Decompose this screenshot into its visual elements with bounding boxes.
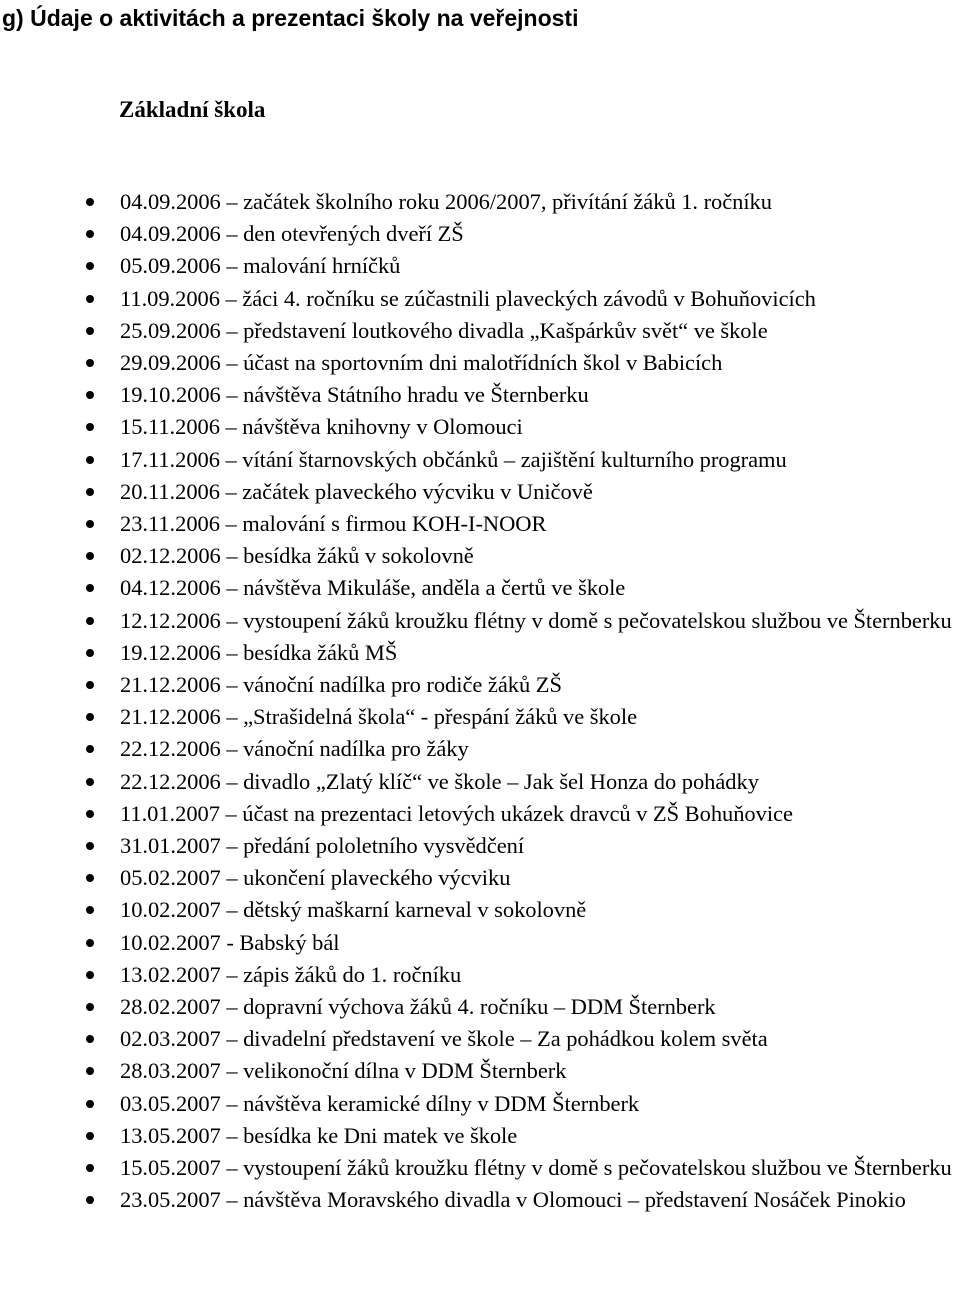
list-item: 15.05.2007 – vystoupení žáků kroužku flétny v domě s pečovatelskou službou ve Šternberku xyxy=(0,1152,960,1184)
list-item: 28.03.2007 – velikonoční dílna v DDM Šternberk xyxy=(0,1055,960,1087)
list-item: 17.11.2006 – vítání štarnovských občánků – zajištění kulturního programu xyxy=(0,444,960,476)
list-item: 25.09.2006 – představení loutkového divadla „Kašpárkův svět“ ve škole xyxy=(0,315,960,347)
list-item: 23.05.2007 – návštěva Moravského divadla v Olomouci – představení Nosáček Pinokio xyxy=(0,1184,960,1216)
list-item: 11.09.2006 – žáci 4. ročníku se zúčastnili plaveckých závodů v Bohuňovicích xyxy=(0,283,960,315)
list-item: 02.12.2006 – besídka žáků v sokolovně xyxy=(0,540,960,572)
list-item: 03.05.2007 – návštěva keramické dílny v DDM Šternberk xyxy=(0,1088,960,1120)
section-heading: g) Údaje o aktivitách a prezentaci školy na veřejnosti xyxy=(2,5,579,31)
list-item: 02.03.2007 – divadelní představení ve škole – Za pohádkou kolem světa xyxy=(0,1023,960,1055)
list-item: 04.09.2006 – začátek školního roku 2006/2007, přivítání žáků 1. ročníku xyxy=(0,186,960,218)
list-item: 04.12.2006 – návštěva Mikuláše, anděla a čertů ve škole xyxy=(0,572,960,604)
list-item: 19.12.2006 – besídka žáků MŠ xyxy=(0,637,960,669)
list-item: 13.02.2007 – zápis žáků do 1. ročníku xyxy=(0,959,960,991)
list-item: 29.09.2006 – účast na sportovním dni malotřídních škol v Babicích xyxy=(0,347,960,379)
list-item: 11.01.2007 – účast na prezentaci letových ukázek dravců v ZŠ Bohuňovice xyxy=(0,798,960,830)
list-item: 21.12.2006 – vánoční nadílka pro rodiče žáků ZŠ xyxy=(0,669,960,701)
list-item: 31.01.2007 – předání pololetního vysvědčení xyxy=(0,830,960,862)
list-item: 05.09.2006 – malování hrníčků xyxy=(0,250,960,282)
list-item: 20.11.2006 – začátek plaveckého výcviku v Uničově xyxy=(0,476,960,508)
list-item: 04.09.2006 – den otevřených dveří ZŠ xyxy=(0,218,960,250)
list-item: 21.12.2006 – „Strašidelná škola“ - přespání žáků ve škole xyxy=(0,701,960,733)
list-item: 28.02.2007 – dopravní výchova žáků 4. ročníku – DDM Šternberk xyxy=(0,991,960,1023)
list-item: 19.10.2006 – návštěva Státního hradu ve Šternberku xyxy=(0,379,960,411)
subsection-heading: Základní škola xyxy=(119,97,266,122)
list-item: 10.02.2007 - Babský bál xyxy=(0,927,960,959)
list-item: 15.11.2006 – návštěva knihovny v Olomouci xyxy=(0,411,960,443)
list-item: 13.05.2007 – besídka ke Dni matek ve škole xyxy=(0,1120,960,1152)
list-item: 12.12.2006 – vystoupení žáků kroužku flétny v domě s pečovatelskou službou ve Šternberku xyxy=(0,605,960,637)
list-item: 22.12.2006 – vánoční nadílka pro žáky xyxy=(0,733,960,765)
list-item: 10.02.2007 – dětský maškarní karneval v sokolovně xyxy=(0,894,960,926)
list-item: 05.02.2007 – ukončení plaveckého výcviku xyxy=(0,862,960,894)
list-item: 22.12.2006 – divadlo „Zlatý klíč“ ve škole – Jak šel Honza do pohádky xyxy=(0,766,960,798)
list-item: 23.11.2006 – malování s firmou KOH-I-NOOR xyxy=(0,508,960,540)
events-list xyxy=(0,186,960,1217)
